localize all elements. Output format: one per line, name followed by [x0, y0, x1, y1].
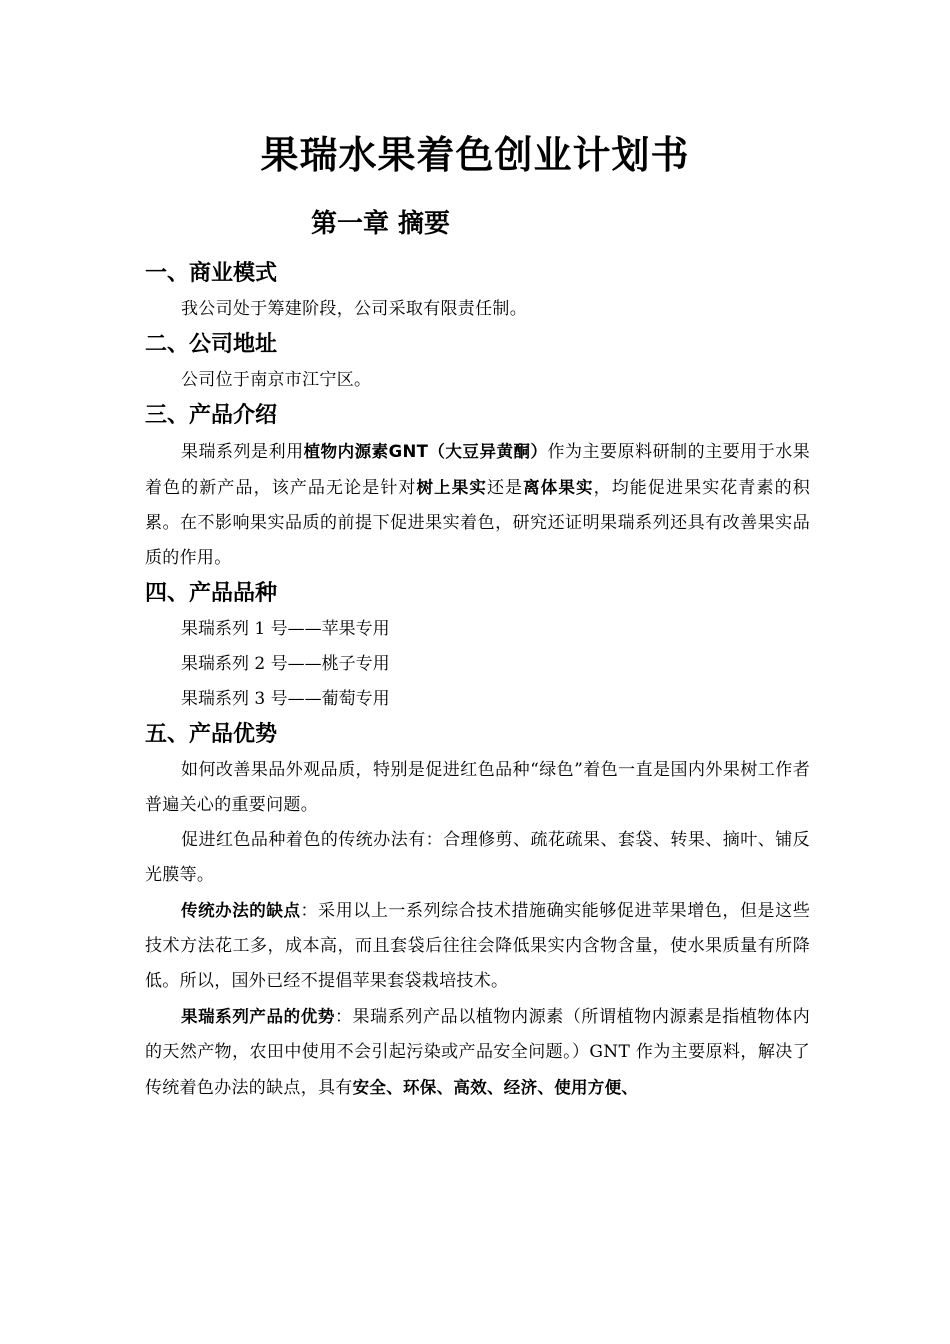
text-run: ，均能促进果实花青素的积累。在不影响果实品质的前提下促进果实着色，研究还证明果瑞系列还具有改善果实品质的作用。: [145, 478, 811, 568]
chapter-heading: 第一章 摘要: [311, 209, 451, 239]
bold-label: 传统办法的缺点: [181, 901, 301, 920]
section-heading-product-intro: 三、产品介绍: [145, 403, 278, 428]
advantages-paragraph-4: [145, 999, 810, 1106]
product-variety-item: 果瑞系列 2 号——桃子专用: [181, 654, 390, 674]
product-variety-item: 果瑞系列 1 号——苹果专用: [181, 619, 390, 639]
product-variety-item: 果瑞系列 3 号——葡萄专用: [181, 689, 390, 709]
business-model-text: 我公司处于筹建阶段，公司采取有限责任制。: [181, 299, 527, 319]
address-text: 公司位于南京市江宁区。: [181, 370, 372, 390]
section-heading-address: 二、公司地址: [145, 332, 278, 357]
text-run: 作为主要原料研制的主要用于水果着色的新产品，该产品无论是针对: [145, 442, 811, 498]
product-intro-paragraph: [145, 434, 810, 576]
advantages-paragraph-1: 如何改善果品外观品质，特别是促进红色品种“绿色”着色一直是国内外果树工作者普遍关心的重要问题。: [145, 760, 810, 815]
bold-run: 树上果实: [416, 478, 487, 497]
advantages-paragraph-2: 促进红色品种着色的传统办法有：合理修剪、疏花疏果、套袋、转果、摘叶、铺反光膜等。: [145, 830, 810, 885]
bold-run: 离体果实: [523, 478, 594, 497]
text-run: 果瑞系列是利用: [181, 442, 304, 462]
text-run: ：果瑞系列产品以植物内源素（所谓植物内源素是指植物体内的天然产物，农田中使用不会引起污染或产品安全问题。）GNT 作为主要原料，解决了传统着色办法的缺点，具有: [145, 1007, 810, 1098]
text-run: 还是: [486, 478, 524, 498]
bold-label: 果瑞系列产品的优势: [181, 1007, 335, 1026]
document-body: [145, 256, 810, 1106]
bold-run: 安全、环保、高效、经济、使用方便、: [352, 1078, 639, 1097]
section-heading-product-advantages: 五、产品优势: [145, 722, 278, 747]
section-heading-business-model: 一、商业模式: [145, 261, 278, 286]
document-title: 果瑞水果着色创业计划书: [260, 133, 690, 177]
text-run: ：采用以上一系列综合技术措施确实能够促进苹果增色，但是这些技术方法花工多，成本高，而且套袋后往往会降低果实内含物含量，使水果质量有所降低。所以，国外已经不提倡苹果套袋栽培技术。: [145, 901, 810, 991]
bold-run: 植物内源素GNT（大豆异黄酮）: [303, 442, 548, 461]
advantages-paragraph-3: [145, 893, 810, 999]
section-heading-product-varieties: 四、产品品种: [145, 581, 278, 606]
